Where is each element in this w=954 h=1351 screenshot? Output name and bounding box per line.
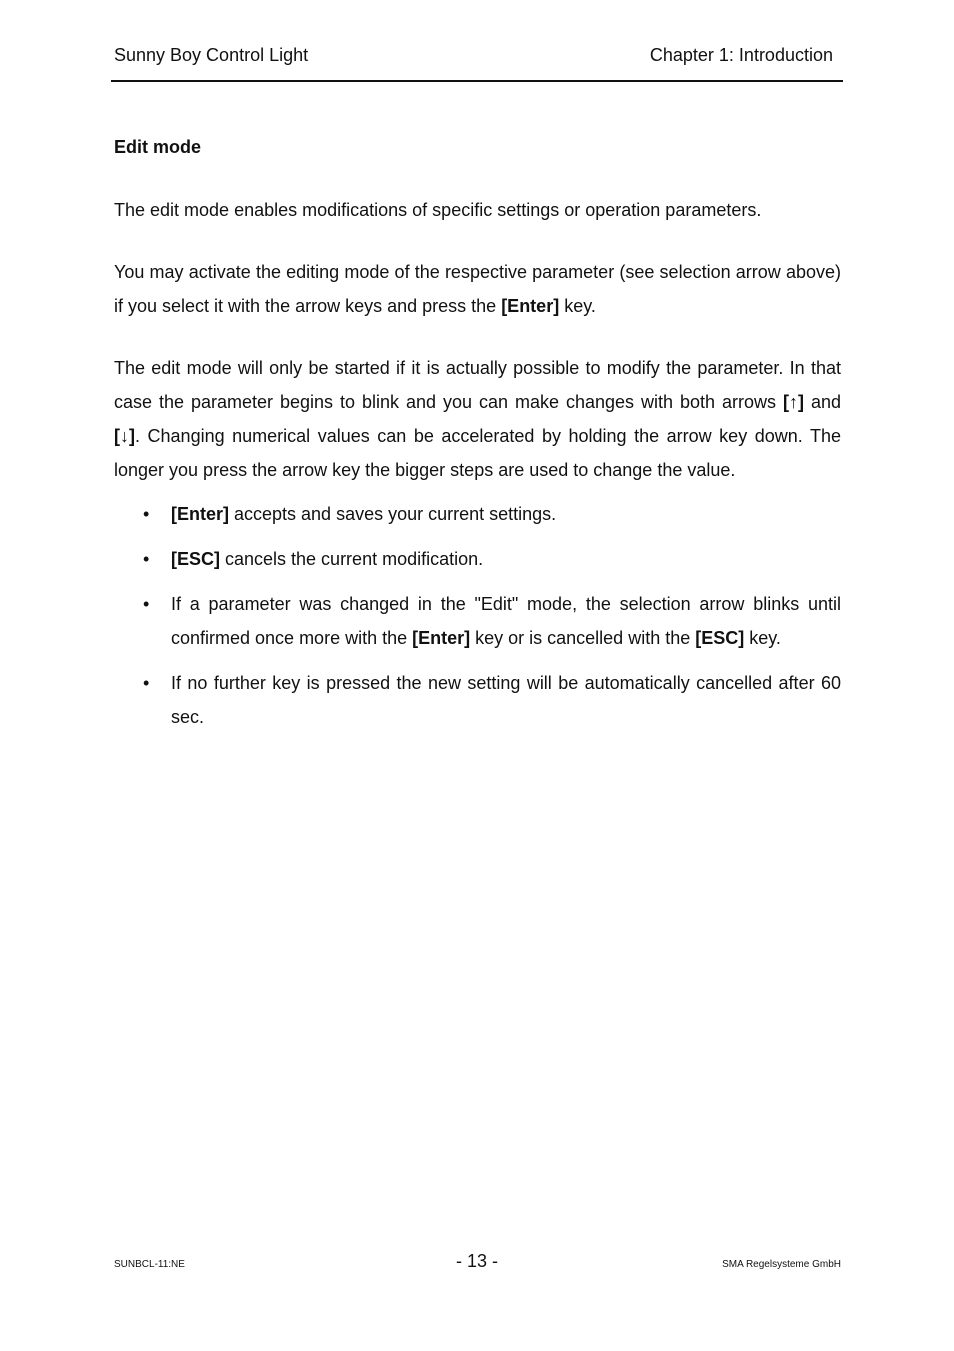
bullet-icon: • xyxy=(143,594,150,614)
document-title: Sunny Boy Control Light xyxy=(114,45,309,65)
page-number: - 13 - xyxy=(455,1251,498,1271)
enter-key-label: [Enter] xyxy=(171,504,229,524)
paragraph-intro: The edit mode enables modifications of specific settings or operation parameters. xyxy=(114,200,762,220)
page-header xyxy=(111,0,843,82)
company-name: SMA Regelsysteme GmbH xyxy=(722,1259,841,1270)
esc-key-label: [ESC] xyxy=(695,628,745,648)
section-heading: Edit mode xyxy=(114,137,202,157)
bullet-list xyxy=(114,497,841,734)
up-arrow-key-label: [↑] xyxy=(782,392,804,412)
down-arrow-key-label: [↓] xyxy=(114,426,135,446)
bullet-icon: • xyxy=(143,673,150,693)
list-item: • If a parameter was changed in the "Edit" mode, the selection arrow blinks until confirmed once more with the [Enter] key or is cancelled with the [ESC] key. xyxy=(114,587,841,655)
enter-key-label: [Enter] xyxy=(501,296,560,316)
document-code: SUNBCL-11:NE xyxy=(114,1259,185,1270)
list-item: • If no further key is pressed the new setting will be automatically cancelled after 60 sec. xyxy=(114,666,841,734)
esc-key-label: [ESC] xyxy=(171,549,220,569)
bullet-icon: • xyxy=(143,549,150,569)
chapter-title: Chapter 1: Introduction xyxy=(649,45,833,65)
list-item: • [ESC] cancels the current modification. xyxy=(114,542,841,576)
list-item: • [Enter] accepts and saves your current settings. xyxy=(114,497,841,531)
paragraph-edit-details: The edit mode will only be started if it is actually possible to modify the parameter. In that case the parameter begins to blink and you can make changes with both arrows [↑] and [↓]. Changing numerical values can be accelerated by holding the arrow key down. The longer you press the arrow key the bigger steps are used to change the value. xyxy=(114,358,841,480)
paragraph-activate: You may activate the editing mode of the respective parameter (see selection arrow above) if you select it with the arrow keys and press the [Enter] key. xyxy=(114,262,841,316)
enter-key-label: [Enter] xyxy=(412,628,471,648)
page-content xyxy=(114,130,841,745)
bullet-icon: • xyxy=(143,504,150,524)
